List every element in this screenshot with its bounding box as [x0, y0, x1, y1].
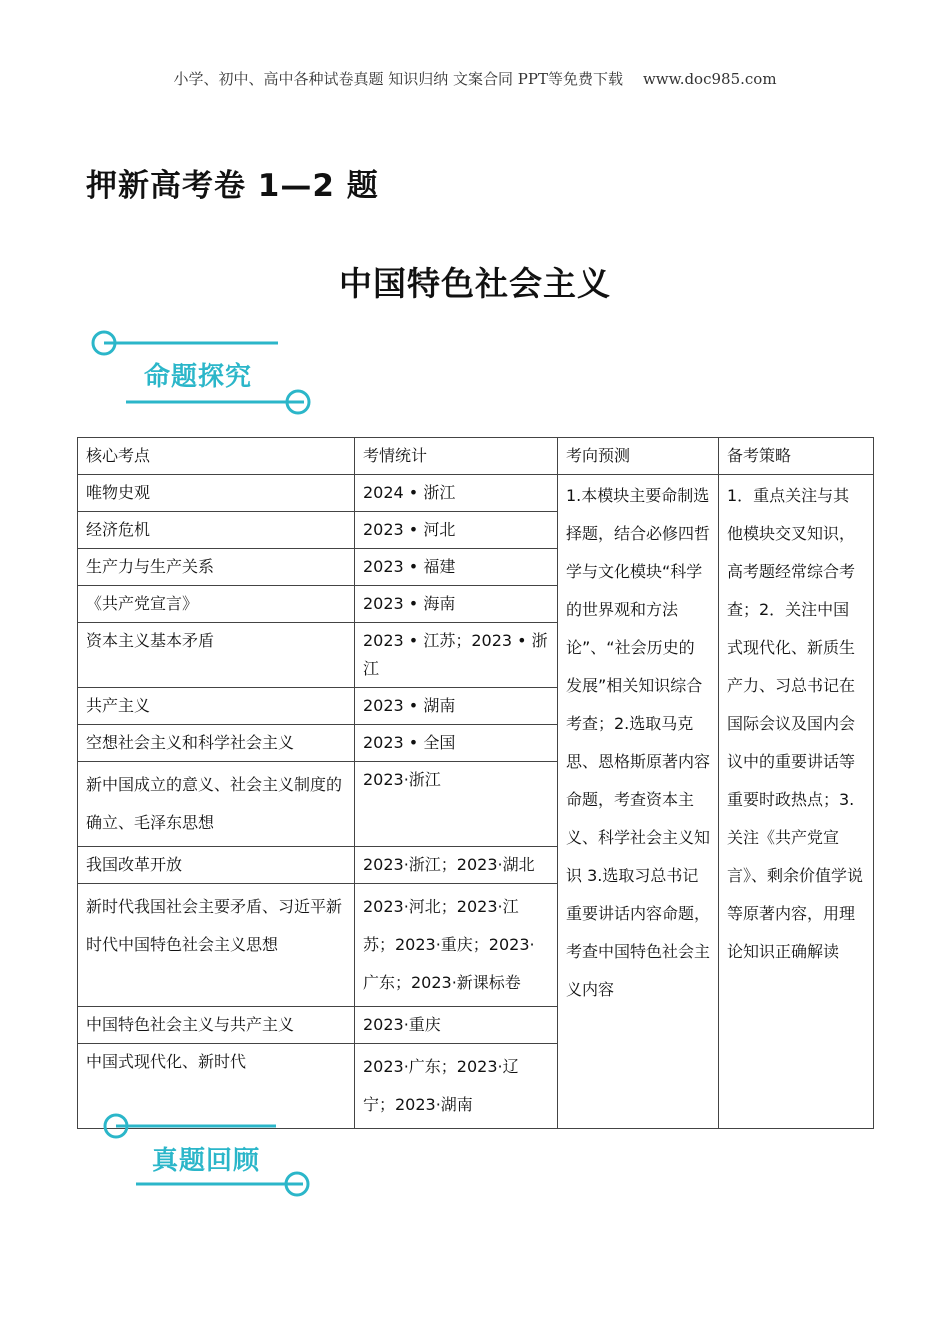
core-point-cell: 生产力与生产关系 [78, 549, 355, 586]
core-point-cell: 共产主义 [78, 688, 355, 725]
statistics-cell: 2023 • 福建 [355, 549, 558, 586]
statistics-cell: 2023·广东；2023·辽宁；2023·湖南 [355, 1044, 558, 1129]
page-header [0, 68, 950, 89]
statistics-cell: 2023 • 全国 [355, 725, 558, 762]
core-point-cell: 我国改革开放 [78, 847, 355, 884]
statistics-cell: 2023·河北；2023·江苏；2023·重庆；2023·广东；2023·新课标卷 [355, 884, 558, 1007]
table-row [78, 475, 874, 512]
page-title: 押新高考卷 1—2 题 [86, 168, 379, 204]
statistics-cell: 2023 • 河北 [355, 512, 558, 549]
statistics-cell: 2023·重庆 [355, 1007, 558, 1044]
core-point-cell: 新时代我国社会主要矛盾、习近平新时代中国特色社会主义思想 [78, 884, 355, 1007]
core-point-cell: 中国式现代化、新时代 [78, 1044, 355, 1129]
section-badge-explore [90, 328, 320, 418]
table-header-row [78, 438, 874, 475]
header-forecast: 考向预测 [558, 438, 719, 475]
page-subtitle: 中国特色社会主义 [339, 264, 611, 303]
header-core-point: 核心考点 [78, 438, 355, 475]
section-label-explore: 命题探究 [144, 362, 253, 392]
exam-topics-table [77, 437, 874, 1129]
core-point-cell: 中国特色社会主义与共产主义 [78, 1007, 355, 1044]
statistics-cell: 2023 • 海南 [355, 586, 558, 623]
statistics-cell: 2024 • 浙江 [355, 475, 558, 512]
header-strategy: 备考策略 [719, 438, 874, 475]
section-label-review: 真题回顾 [152, 1146, 261, 1176]
header-text: 小学、初中、高中各种试卷真题 知识归纳 文案合同 PPT等免费下载 [173, 70, 623, 88]
forecast-cell: 1.本模块主要命制选择题，结合必修四哲学与文化模块“科学的世界观和方法论”、“社会历史的发展”相关知识综合考查；2.选取马克思、恩格斯原著内容命题，考查资本主义、科学社会主义知识 3.选取习总书记重要讲话内容命题，考查中国特色社会主义内容 [558, 475, 719, 1129]
core-point-cell: 唯物史观 [78, 475, 355, 512]
section-badge-review [90, 1108, 320, 1198]
header-statistics: 考情统计 [355, 438, 558, 475]
core-point-cell: 经济危机 [78, 512, 355, 549]
statistics-cell: 2023 • 湖南 [355, 688, 558, 725]
header-url[interactable]: www.doc985.com [642, 70, 777, 88]
core-point-cell: 资本主义基本矛盾 [78, 623, 355, 688]
statistics-cell: 2023·浙江 [355, 762, 558, 847]
statistics-cell: 2023 • 江苏；2023 • 浙江 [355, 623, 558, 688]
statistics-cell: 2023·浙江；2023·湖北 [355, 847, 558, 884]
core-point-cell: 《共产党宣言》 [78, 586, 355, 623]
strategy-cell: 1．重点关注与其他模块交叉知识，高考题经常综合考查；2．关注中国式现代化、新质生产力、习总书记在国际会议及国内会议中的重要讲话等重要时政热点；3.关注《共产党宣言》、剩余价值学说等原著内容，用理论知识正确解读 [719, 475, 874, 1129]
core-point-cell: 新中国成立的意义、社会主义制度的确立、毛泽东思想 [78, 762, 355, 847]
core-point-cell: 空想社会主义和科学社会主义 [78, 725, 355, 762]
